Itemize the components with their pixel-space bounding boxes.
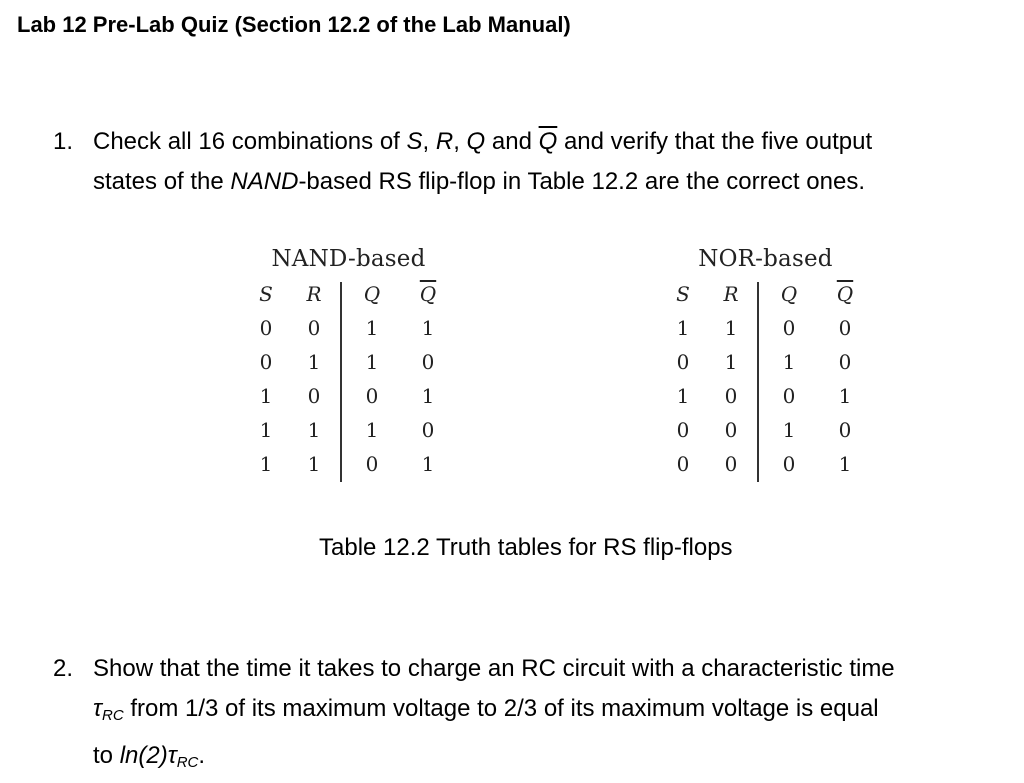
question-number: 1. bbox=[53, 128, 74, 155]
header-r: R bbox=[723, 282, 739, 306]
table-cell: 0 bbox=[782, 384, 796, 408]
question-2 bbox=[53, 649, 1021, 783]
table-cell: 0 bbox=[365, 384, 379, 408]
nor-table-title: NOR-based bbox=[698, 246, 833, 272]
table-cell: 0 bbox=[676, 452, 690, 476]
table-cell: 0 bbox=[259, 316, 273, 340]
q1-symbol-r: R bbox=[435, 128, 454, 155]
nor-truth-table bbox=[663, 246, 868, 486]
q2-line-1: Show that the time it takes to charge an RC circuit with a characteristic time bbox=[93, 655, 895, 682]
question-1 bbox=[53, 122, 1013, 202]
table-cell: 1 bbox=[365, 316, 379, 340]
header-s: S bbox=[676, 282, 690, 306]
q2-line-3: to bbox=[93, 742, 120, 769]
q1-sep2: , bbox=[453, 128, 467, 155]
question-2-text bbox=[93, 649, 1021, 783]
q2-tau-2: τ bbox=[167, 742, 177, 769]
table-cell: 1 bbox=[782, 350, 796, 374]
table-cell: 1 bbox=[724, 350, 738, 374]
table-cell: 0 bbox=[676, 418, 690, 442]
q1-text-d: -based RS flip-flop in Table 12.2 are the correct ones. bbox=[298, 168, 865, 195]
q1-symbol-s: S bbox=[406, 128, 423, 155]
table-cell: 0 bbox=[838, 350, 852, 374]
table-cell: 1 bbox=[259, 452, 273, 476]
table-cell: 0 bbox=[782, 316, 796, 340]
table-cell: 0 bbox=[307, 384, 321, 408]
header-r: R bbox=[306, 282, 322, 306]
q1-and: and bbox=[485, 128, 539, 155]
q1-text-b: and verify that the five output bbox=[557, 128, 873, 155]
q1-symbol-q: Q bbox=[466, 128, 486, 155]
table-cell: 0 bbox=[724, 418, 738, 442]
q2-tau-2-subscript: RC bbox=[176, 754, 199, 771]
nand-table-title: NAND-based bbox=[271, 246, 426, 272]
table-divider bbox=[757, 282, 759, 482]
q1-text-a: Check all 16 combinations of bbox=[93, 128, 407, 155]
q1-text-c: states of the bbox=[93, 168, 231, 195]
table-cell: 1 bbox=[421, 452, 435, 476]
table-cell: 1 bbox=[838, 452, 852, 476]
table-cell: 1 bbox=[307, 452, 321, 476]
table-cell: 1 bbox=[307, 418, 321, 442]
page-heading: Lab 12 Pre-Lab Quiz (Section 12.2 of the Lab Manual) bbox=[17, 12, 571, 37]
q2-ln2: ln(2) bbox=[119, 742, 168, 769]
table-caption: Table 12.2 Truth tables for RS flip-flops bbox=[319, 534, 733, 561]
table-cell: 1 bbox=[365, 418, 379, 442]
table-cell: 0 bbox=[421, 418, 435, 442]
header-q: Q bbox=[363, 282, 381, 306]
q2-tau: τ bbox=[93, 695, 102, 722]
question-1-text bbox=[93, 122, 1013, 202]
header-q: Q bbox=[780, 282, 798, 306]
q1-symbol-qbar: $\overline{Q}$ bbox=[538, 128, 558, 155]
table-cell: 1 bbox=[259, 418, 273, 442]
table-cell: 1 bbox=[724, 316, 738, 340]
table-cell: 1 bbox=[676, 316, 690, 340]
table-cell: 0 bbox=[838, 418, 852, 442]
header-s: S bbox=[259, 282, 273, 306]
table-cell: 0 bbox=[724, 384, 738, 408]
table-cell: 0 bbox=[259, 350, 273, 374]
table-cell: 1 bbox=[421, 316, 435, 340]
table-divider bbox=[340, 282, 342, 482]
question-number: 2. bbox=[53, 655, 74, 682]
q2-tau-subscript: RC bbox=[101, 707, 124, 724]
header-qbar: $\overline{Q}$ bbox=[419, 282, 437, 306]
table-cell: 1 bbox=[676, 384, 690, 408]
table-cell: 1 bbox=[838, 384, 852, 408]
table-cell: 1 bbox=[259, 384, 273, 408]
q2-line-2: from 1/3 of its maximum voltage to 2/3 of its maximum voltage is equal bbox=[123, 695, 879, 722]
table-cell: 0 bbox=[838, 316, 852, 340]
table-cell: 0 bbox=[421, 350, 435, 374]
table-cell: 1 bbox=[782, 418, 796, 442]
table-cell: 0 bbox=[307, 316, 321, 340]
q1-nand-word: NAND bbox=[230, 168, 299, 195]
table-cell: 1 bbox=[307, 350, 321, 374]
table-cell: 0 bbox=[724, 452, 738, 476]
q2-end: . bbox=[198, 742, 206, 769]
table-cell: 1 bbox=[365, 350, 379, 374]
q1-sep1: , bbox=[422, 128, 436, 155]
header-qbar: $\overline{Q}$ bbox=[836, 282, 854, 306]
table-cell: 0 bbox=[782, 452, 796, 476]
table-cell: 0 bbox=[365, 452, 379, 476]
table-cell: 1 bbox=[421, 384, 435, 408]
nand-truth-table bbox=[246, 246, 451, 486]
table-cell: 0 bbox=[676, 350, 690, 374]
